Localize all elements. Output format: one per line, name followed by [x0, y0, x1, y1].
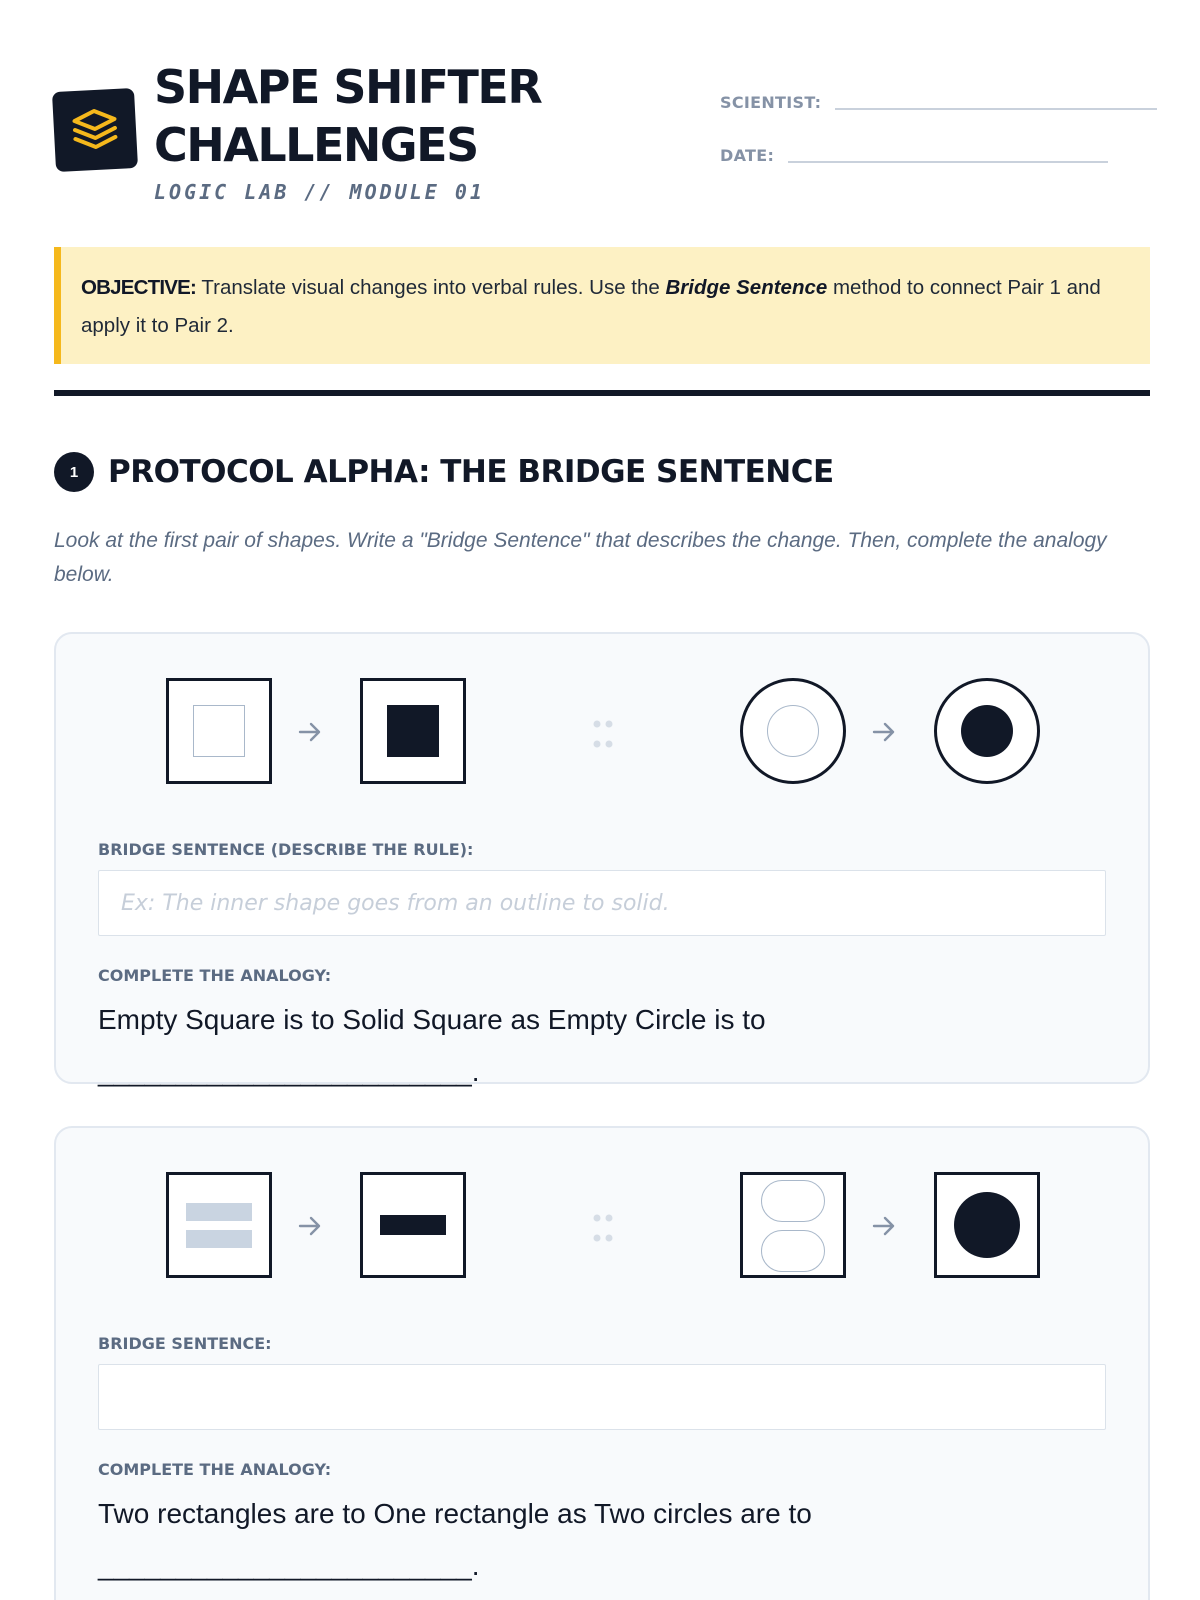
- objective-text-before: Translate visual changes into verbal rules. Use the: [196, 276, 666, 299]
- arrow-right-icon: [296, 1212, 324, 1240]
- inner-solid-square: [387, 705, 439, 757]
- section-number-badge: 1: [54, 452, 94, 492]
- analogy-separator-icon: [591, 718, 615, 750]
- section-title: PROTOCOL ALPHA: THE BRIDGE SENTENCE: [108, 454, 834, 490]
- section-instructions: Look at the first pair of shapes. Write a "Bridge Sentence" that describes the change. Then, complete the analogy below.: [54, 529, 1107, 586]
- objective-callout: [54, 247, 1150, 364]
- objective-text-after: method to connect Pair 1 and apply it to Pair 2.: [81, 276, 1101, 337]
- page-subtitle: LOGIC LAB // MODULE 01: [154, 180, 485, 204]
- solid-circle: [954, 1192, 1020, 1258]
- light-rectangle-bottom: [186, 1230, 252, 1248]
- arrow-right-icon: [870, 718, 898, 746]
- layers-icon: [69, 104, 122, 157]
- bridge-sentence-input[interactable]: [98, 1364, 1106, 1430]
- section-divider: [54, 390, 1150, 396]
- two-rectangles-shape: [166, 1172, 272, 1278]
- one-circle-shape: [934, 1172, 1040, 1278]
- inner-solid-circle: [961, 705, 1013, 757]
- page-title-line-2: CHALLENGES: [154, 118, 478, 172]
- objective-label: OBJECTIVE:: [81, 276, 197, 299]
- date-field[interactable]: [788, 161, 1108, 163]
- scientist-row: [720, 93, 1157, 112]
- logo: [52, 88, 138, 172]
- scientist-field[interactable]: [835, 108, 1157, 110]
- title-block: [154, 58, 541, 204]
- empty-square-shape: [166, 678, 272, 784]
- solid-rectangle: [380, 1215, 446, 1235]
- analogy-card-1: [54, 632, 1150, 1087]
- page-title-line-1: SHAPE SHIFTER: [154, 60, 542, 114]
- scientist-label: SCIENTIST:: [720, 93, 822, 112]
- analogy-card-2: [54, 1126, 1150, 1600]
- date-row: [720, 146, 1108, 165]
- analogy-text: Two rectangles are to One rectangle as Two circles are to ________________________.: [98, 1498, 812, 1581]
- bridge-sentence-label: BRIDGE SENTENCE:: [98, 1334, 272, 1353]
- arrow-right-icon: [296, 718, 324, 746]
- bridge-sentence-input[interactable]: [98, 870, 1106, 936]
- solid-circle-shape: [934, 678, 1040, 784]
- section-heading: [54, 452, 834, 492]
- analogy-separator-icon: [591, 1212, 615, 1244]
- arrow-right-icon: [870, 1212, 898, 1240]
- analogy-text: Empty Square is to Solid Square as Empty Circle is to ________________________.: [98, 1004, 766, 1087]
- objective-emphasis: Bridge Sentence: [665, 276, 828, 299]
- analogy-label: COMPLETE THE ANALOGY:: [98, 1460, 332, 1479]
- two-circles-shape: [740, 1172, 846, 1278]
- worksheet-header: [54, 58, 1150, 208]
- light-rectangle-top: [186, 1203, 252, 1221]
- outline-circle-bottom: [761, 1230, 825, 1272]
- solid-square-shape: [360, 678, 466, 784]
- empty-circle-shape: [740, 678, 846, 784]
- inner-outline-square: [193, 705, 245, 757]
- outline-circle-top: [761, 1180, 825, 1222]
- date-label: DATE:: [720, 146, 775, 165]
- inner-outline-circle: [767, 705, 819, 757]
- one-rectangle-shape: [360, 1172, 466, 1278]
- bridge-sentence-label: BRIDGE SENTENCE (DESCRIBE THE RULE):: [98, 840, 474, 859]
- analogy-label: COMPLETE THE ANALOGY:: [98, 966, 332, 985]
